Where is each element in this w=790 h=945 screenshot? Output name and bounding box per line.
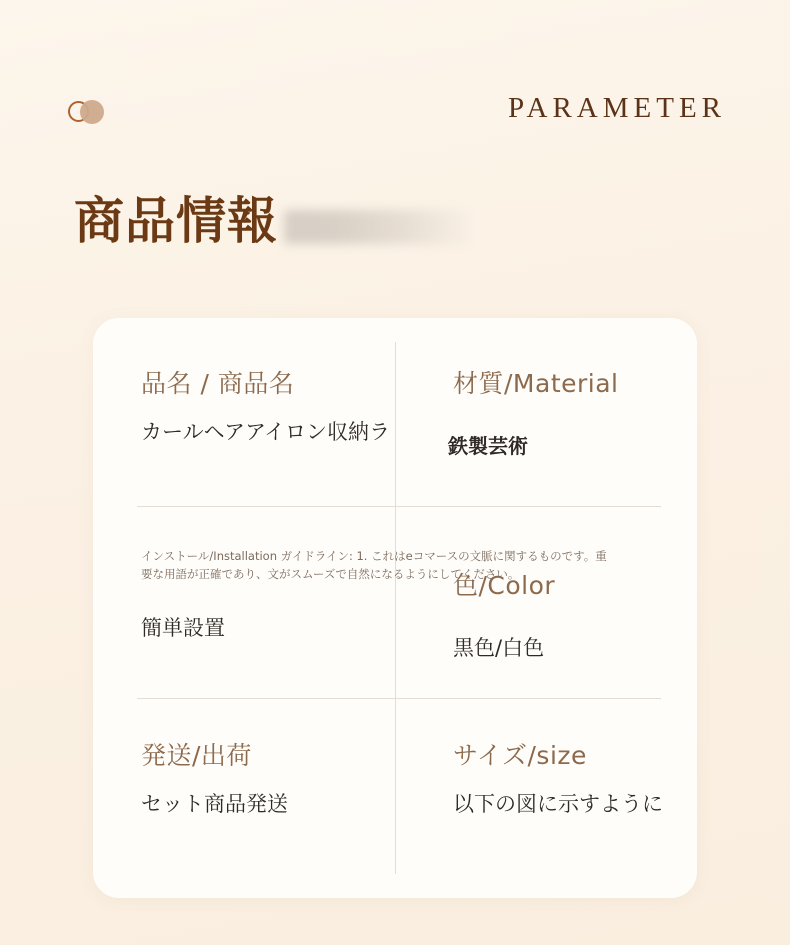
cell-shipping-value: セット商品発送 [141,792,288,816]
cell-shipping-label: 発送/出荷 [141,741,252,770]
cell-shipping [141,736,288,818]
overlapping-circles-logo-icon [68,100,120,126]
page-title-block [74,190,714,262]
grid-horizontal-divider-1 [137,506,661,507]
installation-note: インストール/Installation ガイドライン: 1. これはeコマースの文脈に関するものです。重要な用語が正確であり、文がスムーズで自然になるようにしてください。 [141,549,607,581]
cell-product-name-value: カールヘアアイロン収納ラ [141,420,391,444]
cell-material-label: 材質/Material [453,369,619,398]
parameter-title: PARAMETER [508,92,726,124]
grid-vertical-divider [395,342,396,874]
cell-material [453,364,619,400]
logo-dot-shape [80,100,104,124]
cell-product-name [141,364,390,446]
cell-size-value: 以下の図に示すように [453,792,663,816]
page-title: 商品情報 [74,192,278,250]
cell-color-value: 黒色/白色 [453,636,545,660]
cell-color [453,566,555,662]
cell-product-name-label: 品名 / 商品名 [141,369,295,398]
blurred-text-redaction [284,210,469,244]
parameter-card [93,318,697,898]
cell-color-label: 色/Color [453,571,556,600]
cell-installation [141,556,225,642]
parameter-grid [93,318,697,898]
page-header [0,92,790,142]
cell-material-value: 鉄製芸術 [448,434,528,458]
cell-size-label: サイズ/size [453,741,587,770]
cell-size [453,736,663,818]
grid-horizontal-divider-2 [137,698,661,699]
cell-installation-value: 簡単設置 [141,616,225,640]
